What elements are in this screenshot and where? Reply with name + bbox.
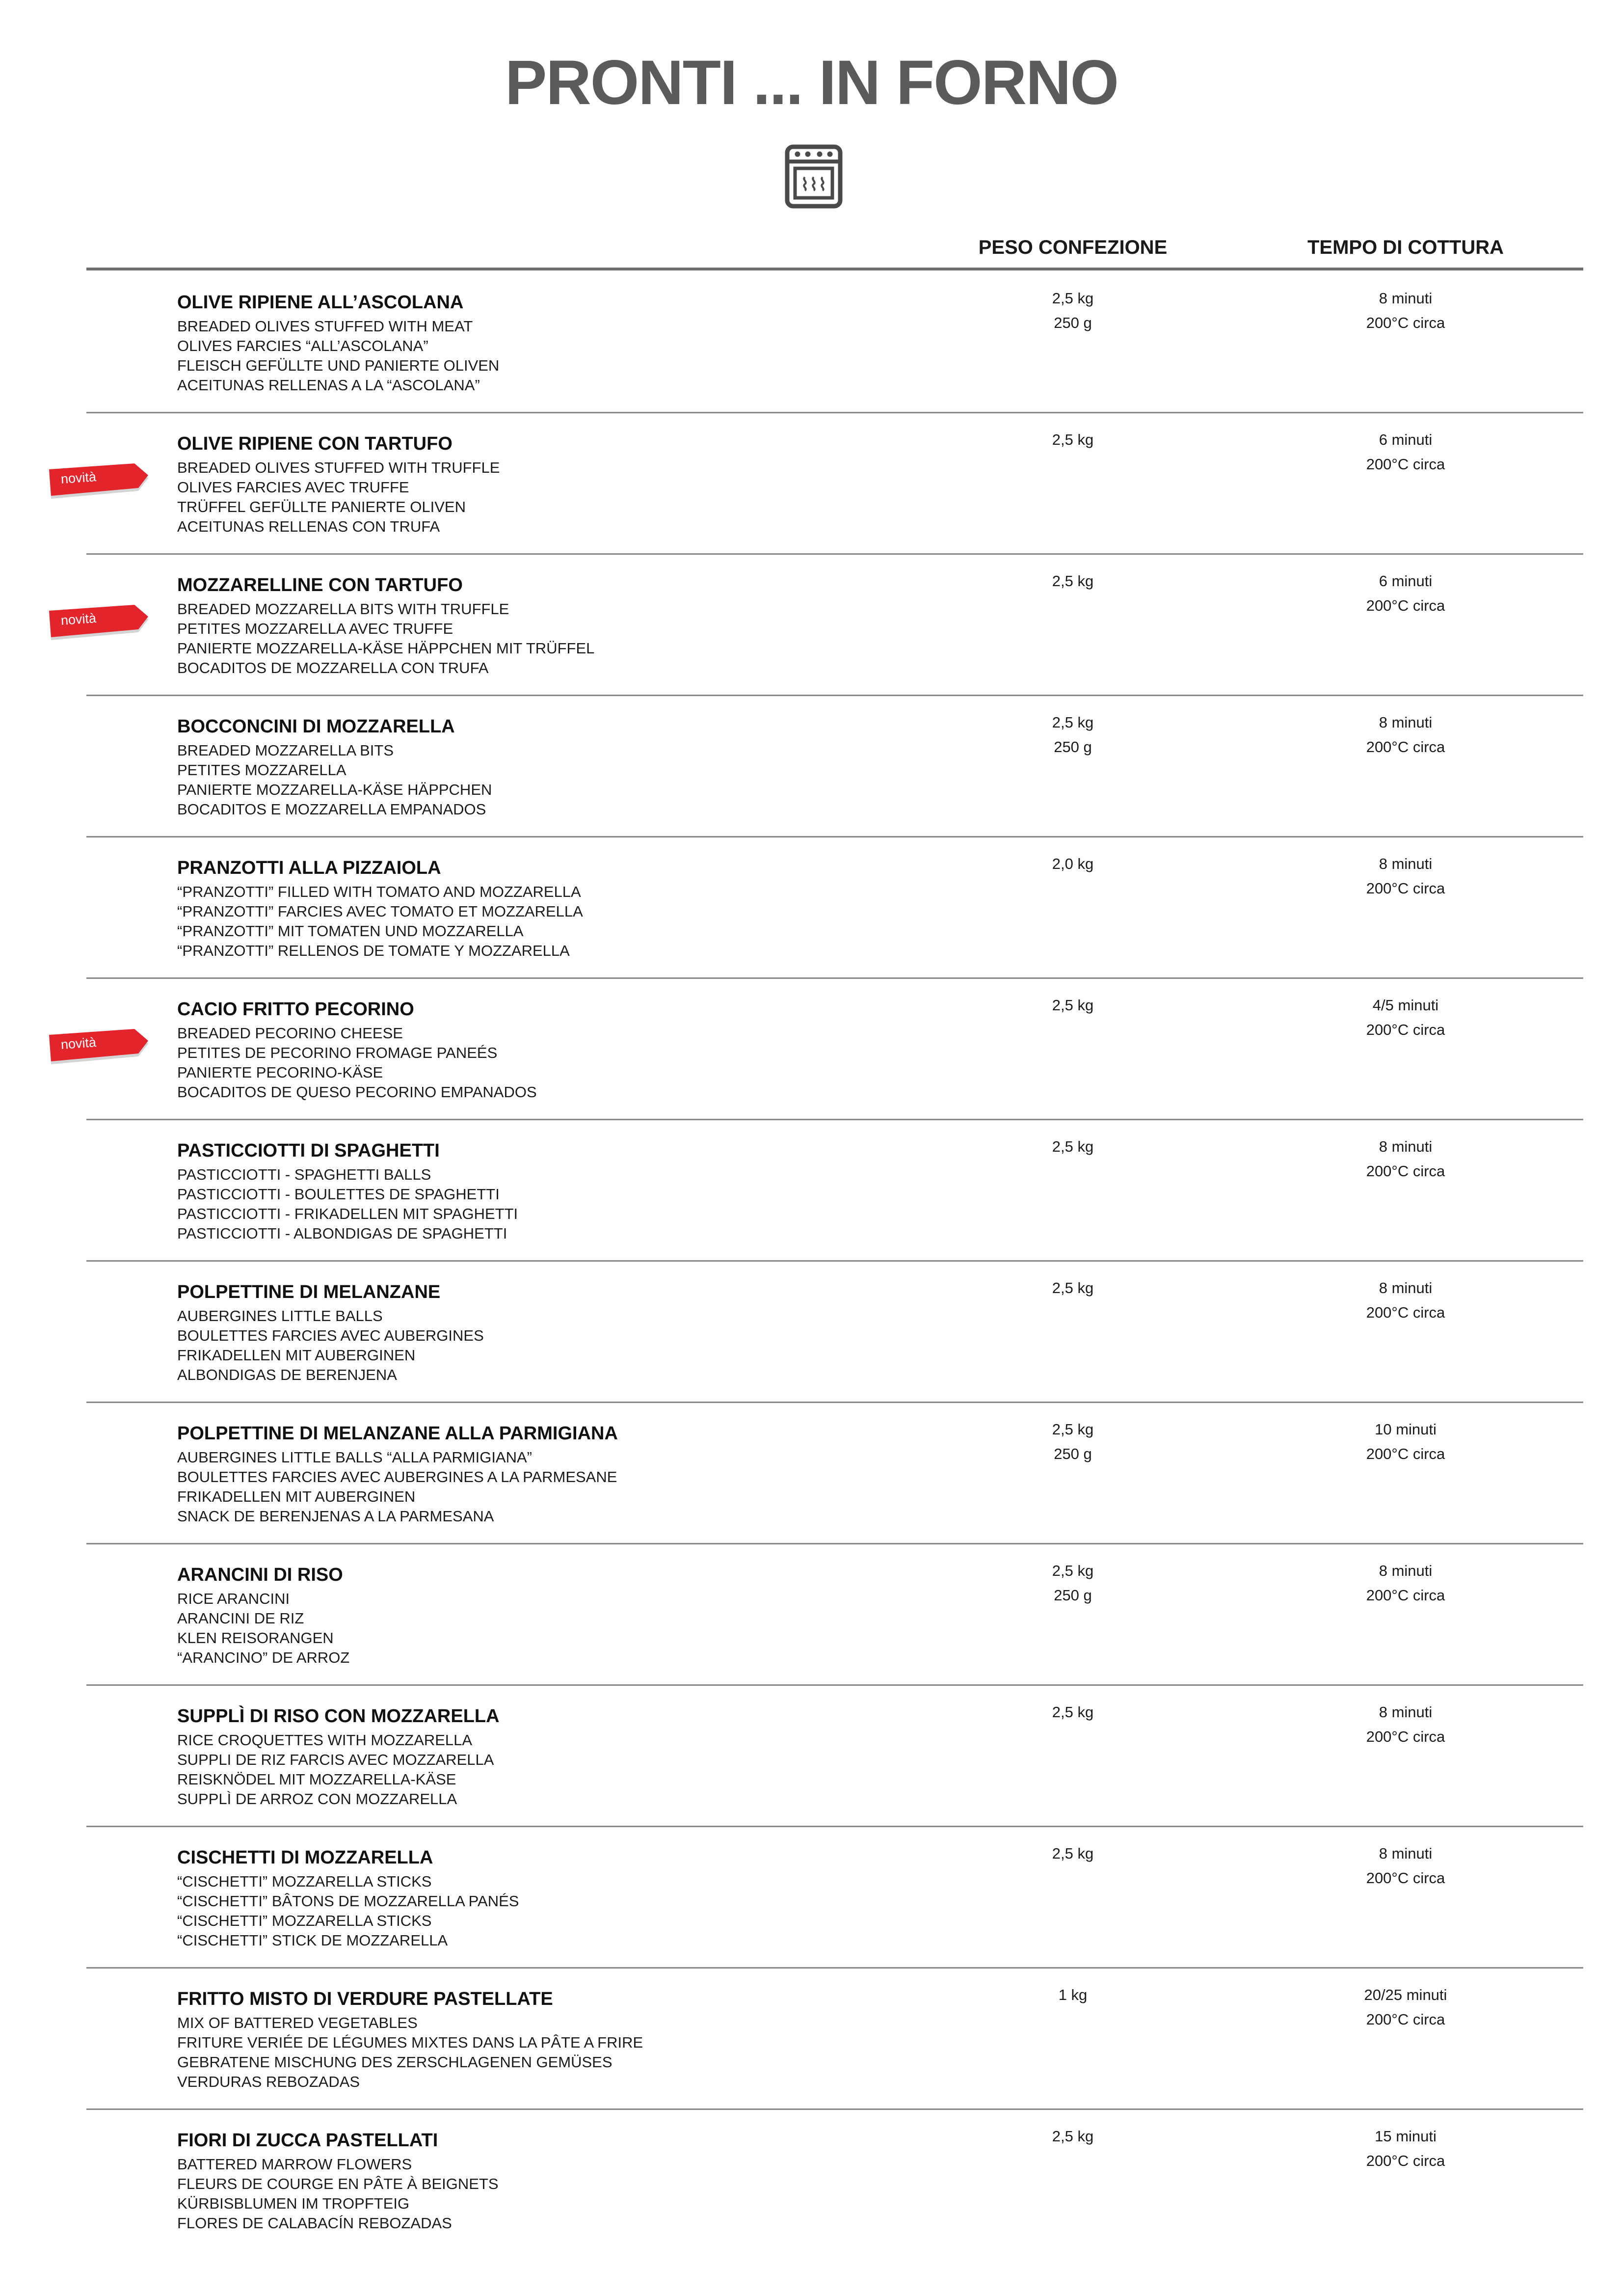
product-translation: ACEITUNAS RELLENAS A LA “ASCOLANA” — [177, 377, 480, 394]
column-header-peso: PESO CONFEZIONE — [978, 237, 1168, 258]
cooking-time: 200°C circa — [1366, 738, 1445, 756]
package-weight: 2,5 kg — [1052, 1562, 1094, 1579]
product-translation: FLEISCH GEFÜLLTE UND PANIERTE OLIVEN — [177, 357, 500, 374]
package-weight: 2,5 kg — [1052, 290, 1094, 307]
product-translation: BOCADITOS DE MOZZARELLA CON TRUFA — [177, 659, 489, 676]
package-weight: 2,5 kg — [1052, 431, 1094, 448]
cooking-time: 8 minuti — [1379, 855, 1433, 872]
product-translation: PASTICCIOTTI - ALBONDIGAS DE SPAGHETTI — [177, 1225, 507, 1242]
product-translation: PANIERTE MOZZARELLA-KÄSE HÄPPCHEN — [177, 781, 492, 798]
product-translation: “CISCHETTI” MOZZARELLA STICKS — [177, 1873, 432, 1890]
cooking-time: 200°C circa — [1366, 1162, 1445, 1180]
product-translation: TRÜFFEL GEFÜLLTE PANIERTE OLIVEN — [177, 498, 466, 515]
product-translation: KÜRBISBLUMEN IM TROPFTEIG — [177, 2195, 410, 2212]
product-row — [0, 554, 1623, 695]
product-translation: FRIKADELLEN MIT AUBERGINEN — [177, 1488, 416, 1505]
package-weight: 250 g — [1054, 1445, 1092, 1462]
cooking-time: 200°C circa — [1366, 597, 1445, 614]
product-translation: “PRANZOTTI” RELLENOS DE TOMATE Y MOZZARELLA — [177, 942, 570, 959]
product-translation: BOULETTES FARCIES AVEC AUBERGINES A LA PARMESANE — [177, 1468, 617, 1486]
product-translation: VERDURAS REBOZADAS — [177, 2073, 360, 2090]
product-translation: “CISCHETTI” STICK DE MOZZARELLA — [177, 1932, 448, 1949]
product-translation: KLEN REISORANGEN — [177, 1629, 334, 1647]
product-translation: PASTICCIOTTI - SPAGHETTI BALLS — [177, 1166, 431, 1183]
cooking-time: 6 minuti — [1379, 572, 1433, 590]
new-badge-label: novità — [60, 611, 97, 628]
product-translation: “PRANZOTTI” FARCIES AVEC TOMATO ET MOZZARELLA — [177, 903, 583, 920]
cooking-time: 15 minuti — [1375, 2128, 1437, 2145]
cooking-time: 200°C circa — [1366, 314, 1445, 331]
cooking-time: 200°C circa — [1366, 2011, 1445, 2028]
product-row — [0, 1543, 1623, 1685]
product-row — [0, 271, 1623, 412]
product-translation: RICE CROQUETTES WITH MOZZARELLA — [177, 1731, 473, 1749]
product-row — [0, 1826, 1623, 1968]
cooking-time: 200°C circa — [1366, 1304, 1445, 1321]
cooking-time: 20/25 minuti — [1364, 1986, 1447, 2003]
package-weight: 250 g — [1054, 314, 1092, 331]
product-name: POLPETTINE DI MELANZANE ALLA PARMIGIANA — [177, 1423, 618, 1444]
product-translation: BOCADITOS DE QUESO PECORINO EMPANADOS — [177, 1083, 537, 1101]
package-weight: 2,5 kg — [1052, 1138, 1094, 1155]
cooking-time: 8 minuti — [1379, 1562, 1433, 1579]
product-name: FRITTO MISTO DI VERDURE PASTELLATE — [177, 1989, 553, 2009]
package-weight: 250 g — [1054, 738, 1092, 756]
cooking-time: 8 minuti — [1379, 1703, 1433, 1721]
product-translation: SNACK DE BERENJENAS A LA PARMESANA — [177, 1508, 494, 1525]
product-translation: PASTICCIOTTI - FRIKADELLEN MIT SPAGHETTI — [177, 1205, 518, 1222]
package-weight: 2,5 kg — [1052, 1845, 1094, 1862]
package-weight: 1 kg — [1058, 1986, 1088, 2003]
header-divider — [86, 268, 1583, 270]
new-badge-label: novità — [60, 469, 97, 486]
product-row — [0, 412, 1623, 554]
product-translation: OLIVES FARCIES AVEC TRUFFE — [177, 479, 409, 496]
product-translation: BATTERED MARROW FLOWERS — [177, 2156, 412, 2173]
product-translation: BOULETTES FARCIES AVEC AUBERGINES — [177, 1327, 484, 1344]
package-weight: 2,5 kg — [1052, 2128, 1094, 2145]
product-translation: FRITURE VERIÉE DE LÉGUMES MIXTES DANS LA PÂTE A FRIRE — [177, 2034, 643, 2051]
product-translation: ALBONDIGAS DE BERENJENA — [177, 1366, 397, 1383]
product-name: CISCHETTI DI MOZZARELLA — [177, 1847, 433, 1868]
product-translation: PANIERTE MOZZARELLA-KÄSE HÄPPCHEN MIT TRÜFFEL — [177, 640, 595, 657]
cooking-time: 200°C circa — [1366, 880, 1445, 897]
product-translation: PANIERTE PECORINO-KÄSE — [177, 1064, 383, 1081]
product-name: ARANCINI DI RISO — [177, 1565, 343, 1585]
package-weight: 2,5 kg — [1052, 1279, 1094, 1297]
cooking-time: 8 minuti — [1379, 1279, 1433, 1297]
product-translation: ARANCINI DE RIZ — [177, 1610, 304, 1627]
page-title: PRONTI ... IN FORNO — [505, 48, 1118, 118]
product-translation: BOCADITOS E MOZZARELLA EMPANADOS — [177, 801, 486, 818]
oven-icon — [784, 144, 843, 209]
cooking-time: 8 minuti — [1379, 290, 1433, 307]
cooking-time: 200°C circa — [1366, 2152, 1445, 2169]
cooking-time: 200°C circa — [1366, 1728, 1445, 1745]
product-row — [0, 978, 1623, 1119]
product-translation: PETITES MOZZARELLA AVEC TRUFFE — [177, 620, 453, 637]
product-translation: AUBERGINES LITTLE BALLS “ALLA PARMIGIANA” — [177, 1449, 532, 1466]
product-translation: “PRANZOTTI” MIT TOMATEN UND MOZZARELLA — [177, 922, 524, 940]
column-header-tempo: TEMPO DI COTTURA — [1307, 237, 1504, 258]
product-row — [0, 2109, 1623, 2250]
cooking-time: 200°C circa — [1366, 1445, 1445, 1462]
product-translation: OLIVES FARCIES “ALL’ASCOLANA” — [177, 337, 428, 354]
product-translation: REISKNÖDEL MIT MOZZARELLA-KÄSE — [177, 1771, 456, 1788]
product-name: OLIVE RIPIENE CON TARTUFO — [177, 433, 452, 454]
product-translation: MIX OF BATTERED VEGETABLES — [177, 2014, 418, 2031]
new-badge-label: novità — [60, 1035, 97, 1052]
cooking-time: 200°C circa — [1366, 1587, 1445, 1604]
product-name: POLPETTINE DI MELANZANE — [177, 1282, 441, 1302]
product-row — [0, 1685, 1623, 1826]
product-row — [0, 1402, 1623, 1543]
product-translation: “PRANZOTTI” FILLED WITH TOMATO AND MOZZARELLA — [177, 883, 581, 900]
product-name: FIORI DI ZUCCA PASTELLATI — [177, 2130, 438, 2151]
product-translation: SUPPLI DE RIZ FARCIS AVEC MOZZARELLA — [177, 1751, 494, 1768]
product-translation: FLORES DE CALABACÍN REBOZADAS — [177, 2215, 452, 2232]
product-name: PASTICCIOTTI DI SPAGHETTI — [177, 1140, 440, 1161]
product-translation: RICE ARANCINI — [177, 1590, 290, 1607]
package-weight: 2,5 kg — [1052, 1421, 1094, 1438]
cooking-time: 8 minuti — [1379, 1138, 1433, 1155]
package-weight: 2,0 kg — [1052, 855, 1094, 872]
product-row — [0, 695, 1623, 837]
product-row — [0, 1968, 1623, 2109]
product-translation: ACEITUNAS RELLENAS CON TRUFA — [177, 518, 440, 535]
product-name: SUPPLÌ DI RISO CON MOZZARELLA — [177, 1706, 500, 1727]
product-translation: BREADED PECORINO CHEESE — [177, 1025, 403, 1042]
product-translation: PETITES DE PECORINO FROMAGE PANEÉS — [177, 1044, 498, 1061]
cooking-time: 4/5 minuti — [1372, 997, 1439, 1014]
product-translation: BREADED OLIVES STUFFED WITH MEAT — [177, 318, 473, 335]
product-translation: SUPPLÌ DE ARROZ CON MOZZARELLA — [177, 1790, 457, 1808]
package-weight: 2,5 kg — [1052, 714, 1094, 731]
product-translation: BREADED OLIVES STUFFED WITH TRUFFLE — [177, 459, 500, 476]
product-translation: “CISCHETTI” BÂTONS DE MOZZARELLA PANÉS — [177, 1892, 519, 1910]
cooking-time: 200°C circa — [1366, 456, 1445, 473]
product-name: MOZZARELLINE CON TARTUFO — [177, 575, 463, 595]
product-translation: FRIKADELLEN MIT AUBERGINEN — [177, 1347, 416, 1364]
product-translation: BREADED MOZZARELLA BITS — [177, 742, 394, 759]
cooking-time: 8 minuti — [1379, 1845, 1433, 1862]
package-weight: 2,5 kg — [1052, 997, 1094, 1014]
cooking-time: 200°C circa — [1366, 1021, 1445, 1038]
cooking-time: 8 minuti — [1379, 714, 1433, 731]
package-weight: 250 g — [1054, 1587, 1092, 1604]
product-translation: “ARANCINO” DE ARROZ — [177, 1649, 350, 1666]
cooking-time: 200°C circa — [1366, 1869, 1445, 1887]
product-translation: GEBRATENE MISCHUNG DES ZERSCHLAGENEN GEMÜSES — [177, 2053, 612, 2071]
product-translation: PASTICCIOTTI - BOULETTES DE SPAGHETTI — [177, 1186, 500, 1203]
product-translation: AUBERGINES LITTLE BALLS — [177, 1307, 383, 1324]
product-translation: BREADED MOZZARELLA BITS WITH TRUFFLE — [177, 600, 509, 618]
product-translation: “CISCHETTI” MOZZARELLA STICKS — [177, 1912, 432, 1929]
product-name: BOCCONCINI DI MOZZARELLA — [177, 716, 455, 737]
product-row — [0, 1119, 1623, 1261]
product-row — [0, 837, 1623, 978]
cooking-time: 10 minuti — [1375, 1421, 1437, 1438]
package-weight: 2,5 kg — [1052, 1703, 1094, 1721]
product-name: PRANZOTTI ALLA PIZZAIOLA — [177, 858, 441, 878]
product-translation: PETITES MOZZARELLA — [177, 761, 346, 779]
product-row — [0, 1261, 1623, 1402]
product-name: CACIO FRITTO PECORINO — [177, 999, 414, 1020]
package-weight: 2,5 kg — [1052, 572, 1094, 590]
cooking-time: 6 minuti — [1379, 431, 1433, 448]
product-name: OLIVE RIPIENE ALL’ASCOLANA — [177, 292, 464, 313]
product-translation: FLEURS DE COURGE EN PÂTE À BEIGNETS — [177, 2175, 499, 2192]
